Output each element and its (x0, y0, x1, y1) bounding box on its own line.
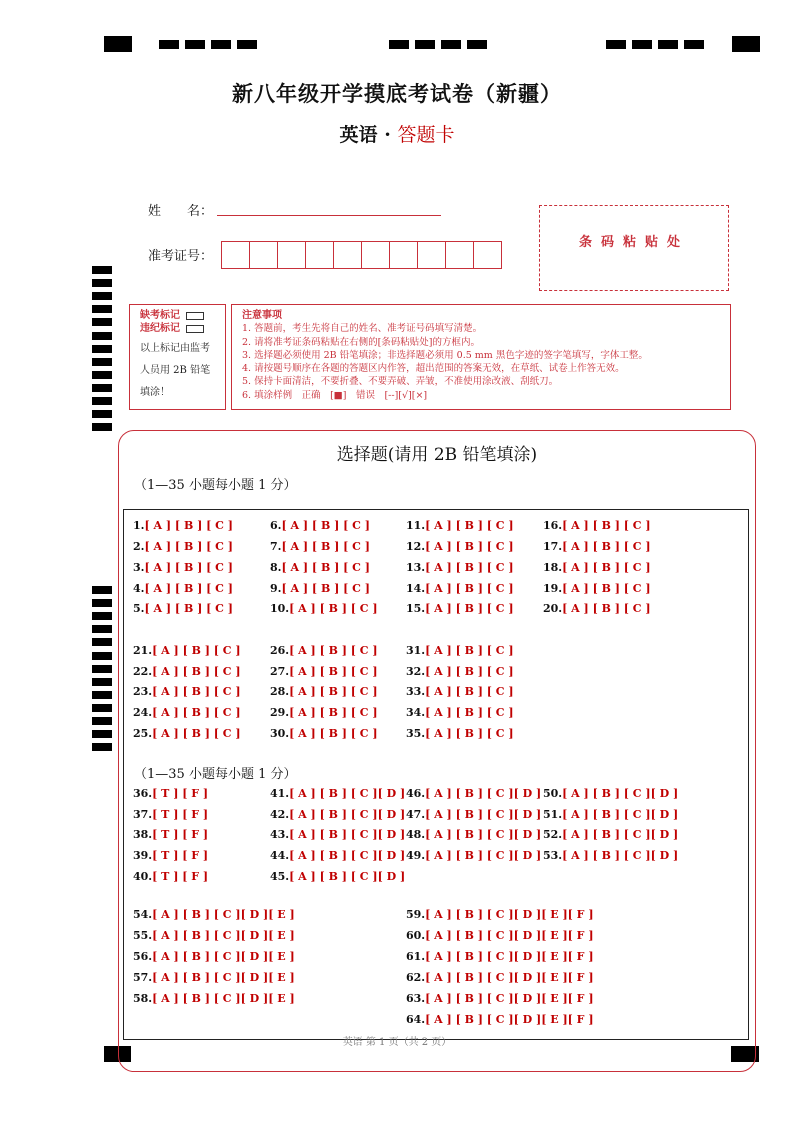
answer-options[interactable]: [ A ] [ B ] [ C ] (425, 540, 514, 553)
barcode-area (539, 205, 729, 291)
timing-mark (92, 678, 112, 686)
answer-options[interactable]: [ A ] [ B ] [ C ][ D ] (562, 828, 679, 841)
question-item[interactable] (406, 582, 514, 595)
question-number: 39. (133, 849, 153, 862)
question-number: 9. (270, 582, 282, 595)
question-number: 16. (543, 519, 563, 532)
question-number: 32. (406, 665, 426, 678)
timing-mark (92, 266, 112, 274)
exam-number-cells[interactable] (222, 241, 502, 269)
question-item[interactable] (406, 706, 514, 719)
timing-mark (732, 36, 760, 52)
notice-item: 4. 请按题号顺序在各题的答题区内作答，超出范围的答案无效，在草纸、试卷上作答无效。 (242, 363, 625, 375)
answer-options[interactable]: [ A ] [ B ] [ C ][ D ] (562, 808, 679, 821)
question-number: 64. (406, 1013, 426, 1026)
question-item[interactable] (270, 519, 370, 532)
question-number: 19. (543, 582, 563, 595)
answer-options[interactable]: [ A ] [ B ] [ C ] (289, 644, 378, 657)
timing-mark (92, 397, 112, 405)
question-number: 7. (270, 540, 282, 553)
question-item[interactable] (133, 602, 233, 615)
question-item[interactable] (270, 540, 370, 553)
exam-number-label: 准考证号： (148, 249, 214, 264)
question-number: 21. (133, 644, 153, 657)
digit-cell[interactable] (249, 241, 278, 269)
answer-options[interactable]: [ T ] [ F ] (152, 808, 209, 821)
question-number: 17. (543, 540, 563, 553)
question-number: 13. (406, 561, 426, 574)
question-number: 35. (406, 727, 426, 740)
question-number: 49. (406, 849, 426, 862)
question-number: 61. (406, 950, 426, 963)
answer-options[interactable]: [ A ] [ B ] [ C ] (425, 727, 514, 740)
question-item[interactable] (133, 644, 241, 657)
question-item[interactable] (270, 727, 378, 740)
question-item[interactable] (133, 561, 233, 574)
timing-mark (684, 40, 704, 49)
timing-mark (92, 625, 112, 633)
answer-options[interactable]: [ A ] [ B ] [ C ][ D ] (425, 787, 542, 800)
timing-mark (92, 743, 112, 751)
question-number: 18. (543, 561, 563, 574)
answer-options[interactable]: [ A ] [ B ] [ C ] (289, 706, 378, 719)
barcode-label: 条码粘贴处 (578, 234, 689, 250)
answer-options[interactable]: [ A ] [ B ] [ C ][ D ][ E ][ F ] (425, 908, 594, 921)
question-number: 30. (270, 727, 290, 740)
name-input-line[interactable] (217, 215, 441, 216)
question-item[interactable] (543, 540, 651, 553)
page-subtitle (0, 120, 794, 147)
question-item[interactable] (270, 644, 378, 657)
question-item[interactable] (543, 787, 678, 800)
question-item[interactable] (406, 808, 541, 821)
section-note: （1—35 小题每小题 1 分） (134, 478, 297, 493)
question-number: 28. (270, 685, 290, 698)
question-number: 3. (133, 561, 145, 574)
question-item[interactable] (133, 908, 295, 921)
answer-options[interactable]: [ T ] [ F ] (152, 828, 209, 841)
question-item[interactable] (133, 870, 208, 883)
answer-options[interactable]: [ A ] [ B ] [ C ] (281, 582, 370, 595)
notice-item: 6. 填涂样例 正确 [■] 错误 [--][√][×] (242, 389, 428, 401)
question-number: 2. (133, 540, 145, 553)
answer-options[interactable]: [ A ] [ B ] [ C ] (562, 602, 651, 615)
notice-item: 2. 请将准考证条码粘贴在右侧的[条码粘贴处]的方框内。 (242, 336, 480, 348)
answer-options[interactable]: [ A ] [ B ] [ C ] (152, 727, 241, 740)
question-item[interactable] (406, 992, 594, 1005)
question-item[interactable] (133, 992, 295, 1005)
question-item[interactable] (133, 685, 241, 698)
question-number: 6. (270, 519, 282, 532)
answer-options[interactable]: [ A ] [ B ] [ C ][ D ][ E ] (152, 908, 295, 921)
question-number: 43. (270, 828, 290, 841)
question-number: 42. (270, 808, 290, 821)
question-number: 47. (406, 808, 426, 821)
answer-options[interactable]: [ A ] [ B ] [ C ][ D ] (289, 870, 406, 883)
answer-options[interactable]: [ A ] [ B ] [ C ][ D ][ E ] (152, 950, 295, 963)
answer-options[interactable]: [ A ] [ B ] [ C ] (152, 706, 241, 719)
question-number: 4. (133, 582, 145, 595)
subject-label: 英语 (339, 124, 378, 146)
notice-item: 3. 选择题必须使用 2B 铅笔填涂；非选择题必须用 0.5 mm 黑色字迹的签字笔填写，字体工整。 (242, 349, 648, 361)
timing-mark (92, 423, 112, 431)
timing-mark (92, 730, 112, 738)
question-number: 34. (406, 706, 426, 719)
timing-mark (92, 371, 112, 379)
answer-options[interactable]: [ A ] [ B ] [ C ] (425, 644, 514, 657)
notice-box (231, 304, 731, 410)
timing-mark (92, 279, 112, 287)
absent-mark-row (140, 309, 215, 322)
question-number: 37. (133, 808, 153, 821)
answer-options[interactable]: [ A ] [ B ] [ C ][ D ] (425, 808, 542, 821)
answer-options[interactable]: [ A ] [ B ] [ C ][ D ] (562, 787, 679, 800)
question-item[interactable] (406, 519, 514, 532)
timing-mark (658, 40, 678, 49)
digit-cell[interactable] (361, 241, 390, 269)
answer-options[interactable]: [ A ] [ B ] [ C ][ D ] (289, 787, 406, 800)
answer-options[interactable]: [ A ] [ B ] [ C ][ D ] (289, 828, 406, 841)
timing-mark (185, 40, 205, 49)
answer-options[interactable]: [ A ] [ B ] [ C ] (425, 665, 514, 678)
timing-mark (415, 40, 435, 49)
answer-options[interactable]: [ A ] [ B ] [ C ] (425, 706, 514, 719)
question-item[interactable] (270, 665, 378, 678)
violation-mark-row (140, 322, 215, 335)
timing-mark (92, 292, 112, 300)
timing-mark (237, 40, 257, 49)
answer-options[interactable]: [ A ] [ B ] [ C ] (144, 582, 233, 595)
timing-mark (92, 691, 112, 699)
answer-options[interactable]: [ A ] [ B ] [ C ] (425, 519, 514, 532)
question-number: 25. (133, 727, 153, 740)
timing-mark (92, 586, 112, 594)
section-note: （1—35 小题每小题 1 分） (134, 767, 297, 782)
question-item[interactable] (133, 540, 233, 553)
answer-options[interactable]: [ A ] [ B ] [ C ] (281, 561, 370, 574)
timing-mark (92, 358, 112, 366)
question-item[interactable] (133, 828, 208, 841)
answer-options[interactable]: [ A ] [ B ] [ C ] (562, 561, 651, 574)
question-number: 40. (133, 870, 153, 883)
question-item[interactable] (543, 808, 678, 821)
answer-options[interactable]: [ A ] [ B ] [ C ] (425, 561, 514, 574)
question-item[interactable] (270, 561, 370, 574)
question-number: 10. (270, 602, 290, 615)
question-item[interactable] (270, 787, 405, 800)
question-number: 27. (270, 665, 290, 678)
violation-checkbox[interactable] (186, 325, 204, 333)
section-title: 选择题(请用 2B 铅笔填涂) (336, 445, 538, 465)
question-item[interactable] (406, 561, 514, 574)
notice-heading: 注意事项 (242, 310, 282, 321)
question-item[interactable] (133, 808, 208, 821)
question-item[interactable] (133, 929, 295, 942)
question-number: 14. (406, 582, 426, 595)
page-footer: 英语 第 1 页（共 2 页） (342, 1037, 452, 1048)
question-number: 50. (543, 787, 563, 800)
question-item[interactable] (270, 685, 378, 698)
answer-options[interactable]: [ A ] [ B ] [ C ][ D ] (289, 808, 406, 821)
notice-item: 5. 保持卡面清洁，不要折叠、不要弄破、弄皱，不准使用涂改液、刮纸刀。 (242, 376, 559, 388)
digit-cell[interactable] (333, 241, 362, 269)
question-item[interactable] (543, 849, 678, 862)
question-number: 41. (270, 787, 290, 800)
question-number: 29. (270, 706, 290, 719)
answer-options[interactable]: [ T ] [ F ] (152, 870, 209, 883)
timing-mark (92, 612, 112, 620)
answer-options[interactable]: [ A ] [ B ] [ C ] (562, 582, 651, 595)
answer-options[interactable]: [ A ] [ B ] [ C ] (425, 582, 514, 595)
answer-options[interactable]: [ T ] [ F ] (152, 787, 209, 800)
timing-mark (92, 384, 112, 392)
question-item[interactable] (133, 519, 233, 532)
answer-options[interactable]: [ A ] [ B ] [ C ] (144, 519, 233, 532)
question-item[interactable] (543, 519, 651, 532)
timing-mark (92, 638, 112, 646)
question-item[interactable] (270, 602, 378, 615)
question-number: 59. (406, 908, 426, 921)
digit-cell[interactable] (277, 241, 306, 269)
answer-options[interactable]: [ A ] [ B ] [ C ] (152, 685, 241, 698)
answer-options[interactable]: [ A ] [ B ] [ C ] (289, 602, 378, 615)
timing-mark (92, 345, 112, 353)
timing-mark (92, 665, 112, 673)
question-item[interactable] (406, 849, 541, 862)
name-label: 姓 名： (148, 204, 214, 219)
question-number: 38. (133, 828, 153, 841)
timing-mark (92, 305, 112, 313)
timing-mark (441, 40, 461, 49)
question-number: 48. (406, 828, 426, 841)
question-number: 33. (406, 685, 426, 698)
marks-box (129, 304, 226, 410)
answer-options[interactable]: [ A ] [ B ] [ C ] (281, 540, 370, 553)
violation-mark-label: 违纪标记 (140, 323, 180, 334)
timing-mark (211, 40, 231, 49)
marks-note: 以上标记由监考人员用 2B 铅笔填涂！ (140, 343, 211, 398)
question-number: 23. (133, 685, 153, 698)
timing-mark (92, 652, 112, 660)
question-item[interactable] (270, 828, 405, 841)
question-number: 51. (543, 808, 563, 821)
question-number: 11. (406, 519, 426, 532)
question-item[interactable] (133, 787, 208, 800)
notice-item: 1. 答题前，考生先将自己的姓名、准考证号码填写清楚。 (242, 323, 483, 335)
question-item[interactable] (270, 849, 405, 862)
timing-mark (92, 717, 112, 725)
question-item[interactable] (270, 870, 405, 883)
timing-mark (92, 318, 112, 326)
question-number: 52. (543, 828, 563, 841)
timing-mark (92, 599, 112, 607)
question-number: 53. (543, 849, 563, 862)
answer-options[interactable]: [ A ] [ B ] [ C ][ D ][ E ][ F ] (425, 1013, 594, 1026)
answer-card-label: 答题卡 (397, 124, 455, 146)
answer-options[interactable]: [ A ] [ B ] [ C ][ D ][ E ][ F ] (425, 971, 594, 984)
question-item[interactable] (133, 706, 241, 719)
question-item[interactable] (406, 787, 541, 800)
answer-options[interactable]: [ A ] [ B ] [ C ][ D ] (425, 849, 542, 862)
answer-options[interactable]: [ A ] [ B ] [ C ][ D ][ E ][ F ] (425, 929, 594, 942)
question-number: 36. (133, 787, 153, 800)
answer-options[interactable]: [ A ] [ B ] [ C ][ D ][ E ] (152, 992, 295, 1005)
timing-mark (467, 40, 487, 49)
timing-mark (92, 332, 112, 340)
question-item[interactable] (543, 602, 651, 615)
question-item[interactable] (543, 828, 678, 841)
question-item[interactable] (133, 727, 241, 740)
question-number: 63. (406, 992, 426, 1005)
digit-cell[interactable] (445, 241, 474, 269)
question-number: 26. (270, 644, 290, 657)
page-title: 新八年级开学摸底考试卷（新疆） (232, 81, 562, 106)
timing-mark (389, 40, 409, 49)
digit-cell[interactable] (473, 241, 502, 269)
question-item[interactable] (406, 727, 514, 740)
question-number: 20. (543, 602, 563, 615)
question-number: 45. (270, 870, 290, 883)
question-number: 57. (133, 971, 153, 984)
question-number: 15. (406, 602, 426, 615)
timing-mark (92, 410, 112, 418)
question-item[interactable] (406, 828, 541, 841)
question-number: 56. (133, 950, 153, 963)
question-number: 62. (406, 971, 426, 984)
question-item[interactable] (406, 665, 514, 678)
digit-cell[interactable] (305, 241, 334, 269)
timing-mark (606, 40, 626, 49)
answer-options[interactable]: [ A ] [ B ] [ C ] (144, 540, 233, 553)
answer-options[interactable]: [ A ] [ B ] [ C ][ D ][ E ] (152, 971, 295, 984)
timing-mark (159, 40, 179, 49)
question-item[interactable] (406, 971, 594, 984)
question-item[interactable] (406, 908, 594, 921)
answer-options[interactable]: [ A ] [ B ] [ C ] (289, 685, 378, 698)
answer-options[interactable]: [ A ] [ B ] [ C ] (144, 561, 233, 574)
question-number: 1. (133, 519, 145, 532)
question-number: 60. (406, 929, 426, 942)
question-item[interactable] (406, 1013, 594, 1026)
answer-options[interactable]: [ A ] [ B ] [ C ][ D ] (562, 849, 679, 862)
question-item[interactable] (406, 929, 594, 942)
question-item[interactable] (406, 950, 594, 963)
question-number: 12. (406, 540, 426, 553)
timing-mark (92, 704, 112, 712)
timing-mark (104, 36, 132, 52)
question-item[interactable] (133, 971, 295, 984)
question-item[interactable] (133, 582, 233, 595)
digit-cell[interactable] (221, 241, 250, 269)
answer-options[interactable]: [ A ] [ B ] [ C ] (152, 644, 241, 657)
answer-options[interactable]: [ A ] [ B ] [ C ] (144, 602, 233, 615)
question-item[interactable] (406, 685, 514, 698)
answer-options[interactable]: [ T ] [ F ] (152, 849, 209, 862)
question-number: 54. (133, 908, 153, 921)
question-item[interactable] (133, 849, 208, 862)
answer-options[interactable]: [ A ] [ B ] [ C ] (289, 665, 378, 678)
answer-options[interactable]: [ A ] [ B ] [ C ][ D ][ E ][ F ] (425, 992, 594, 1005)
question-number: 8. (270, 561, 282, 574)
question-item[interactable] (270, 808, 405, 821)
question-item[interactable] (406, 644, 514, 657)
answer-options[interactable]: [ A ] [ B ] [ C ] (425, 602, 514, 615)
answer-options[interactable]: [ A ] [ B ] [ C ][ D ] (289, 849, 406, 862)
question-item[interactable] (543, 582, 651, 595)
question-number: 58. (133, 992, 153, 1005)
answer-options[interactable]: [ A ] [ B ] [ C ] (562, 540, 651, 553)
digit-cell[interactable] (417, 241, 446, 269)
answer-options[interactable]: [ A ] [ B ] [ C ] (281, 519, 370, 532)
timing-mark (632, 40, 652, 49)
question-item[interactable] (406, 540, 514, 553)
question-number: 22. (133, 665, 153, 678)
question-item[interactable] (133, 665, 241, 678)
question-number: 46. (406, 787, 426, 800)
digit-cell[interactable] (389, 241, 418, 269)
question-number: 31. (406, 644, 426, 657)
answer-options[interactable]: [ A ] [ B ] [ C ][ D ][ E ] (152, 929, 295, 942)
answer-options[interactable]: [ A ] [ B ] [ C ] (562, 519, 651, 532)
answer-options[interactable]: [ A ] [ B ] [ C ] (152, 665, 241, 678)
answer-options[interactable]: [ A ] [ B ] [ C ] (425, 685, 514, 698)
answer-options[interactable]: [ A ] [ B ] [ C ][ D ] (425, 828, 542, 841)
question-item[interactable] (406, 602, 514, 615)
question-item[interactable] (543, 561, 651, 574)
question-item[interactable] (133, 950, 295, 963)
question-number: 5. (133, 602, 145, 615)
question-number: 24. (133, 706, 153, 719)
answer-options[interactable]: [ A ] [ B ] [ C ][ D ][ E ][ F ] (425, 950, 594, 963)
absent-checkbox[interactable] (186, 312, 204, 320)
question-item[interactable] (270, 706, 378, 719)
question-number: 44. (270, 849, 290, 862)
absent-mark-label: 缺考标记 (140, 310, 180, 321)
separator-dot: · (384, 124, 391, 146)
question-item[interactable] (270, 582, 370, 595)
answer-options[interactable]: [ A ] [ B ] [ C ] (289, 727, 378, 740)
question-number: 55. (133, 929, 153, 942)
